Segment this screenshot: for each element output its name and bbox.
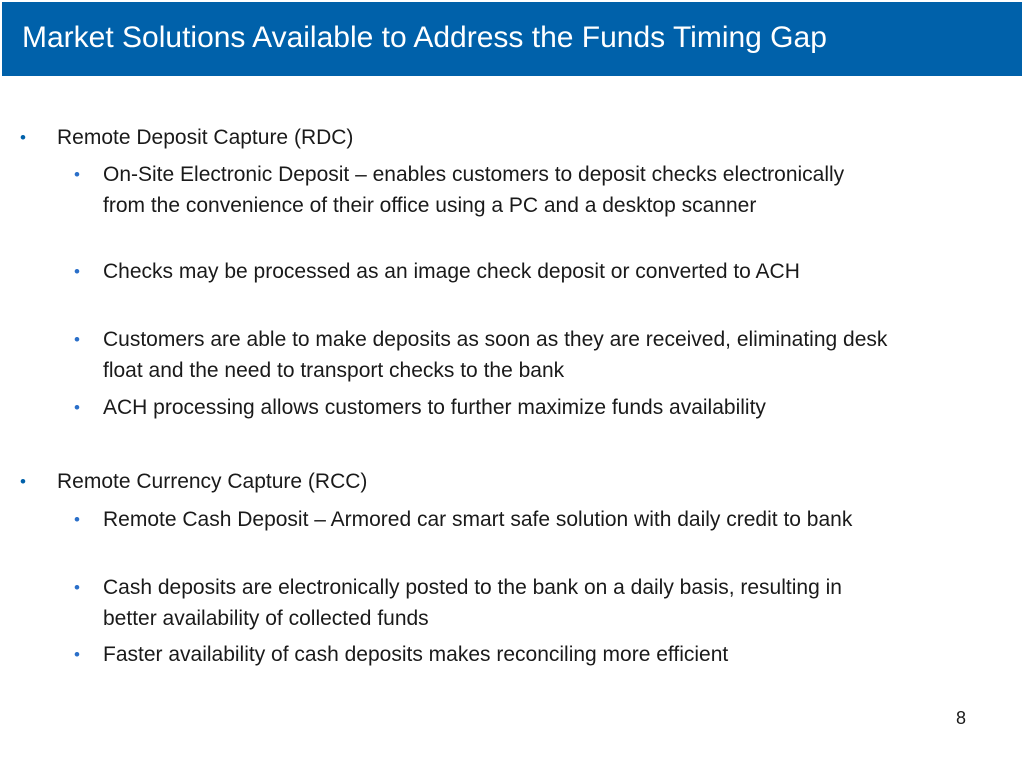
bullet-icon: • (74, 165, 80, 184)
bullet-icon: • (74, 330, 80, 349)
list-item (74, 504, 874, 535)
list-item (74, 324, 894, 386)
section-heading-text: Remote Currency Capture (RCC) (57, 470, 368, 493)
bullet-icon: • (74, 645, 80, 664)
list-item-text: Cash deposits are electronically posted to the bank on a daily basis, resulting in better availability of collected funds (103, 576, 842, 630)
list-item-text: Remote Cash Deposit – Armored car smart safe solution with daily credit to bank (103, 508, 853, 531)
bullet-icon: • (74, 510, 80, 529)
list-item-text: Checks may be processed as an image check deposit or converted to ACH (103, 260, 800, 283)
slide-title: Market Solutions Available to Address the Funds Timing Gap (22, 21, 827, 54)
list-item-text: On-Site Electronic Deposit – enables customers to deposit checks electronically from the convenience of their office using a PC and a desktop scanner (103, 163, 845, 217)
list-item (74, 392, 974, 423)
bullet-icon: • (74, 398, 80, 417)
bullet-icon: • (74, 578, 80, 597)
list-item (74, 572, 894, 634)
section-heading-rdc (20, 122, 980, 153)
bullet-icon: • (74, 262, 80, 281)
page-number: 8 (955, 708, 966, 728)
bullet-icon: • (20, 128, 26, 147)
bullet-icon: • (20, 472, 26, 491)
section-heading-text: Remote Deposit Capture (RDC) (57, 126, 354, 149)
list-item (74, 256, 904, 287)
list-item-text: ACH processing allows customers to further maximize funds availability (103, 396, 766, 419)
list-item (74, 639, 974, 670)
list-item-text: Faster availability of cash deposits makes reconciling more efficient (103, 643, 729, 666)
list-item-text: Customers are able to make deposits as soon as they are received, eliminating desk float and the need to transport checks to the bank (103, 328, 888, 382)
list-item (74, 159, 874, 221)
section-heading-rcc (20, 466, 980, 497)
